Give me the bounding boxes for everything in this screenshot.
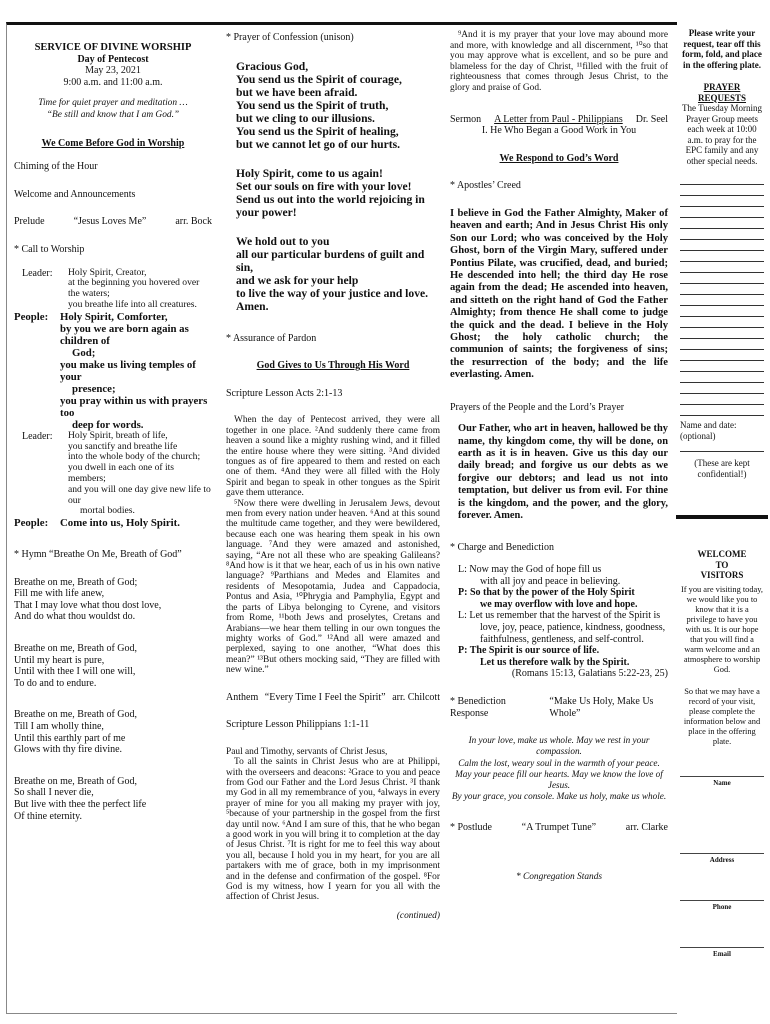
- write-line[interactable]: [680, 218, 764, 229]
- lit-line: Holy Spirit, Comforter,: [60, 310, 168, 323]
- verse-line: Breathe on me, Breath of God,: [14, 775, 138, 787]
- verse-line: Breathe on me, Breath of God,: [14, 643, 138, 655]
- write-line[interactable]: [680, 306, 764, 317]
- confession-prayer-1: [226, 60, 440, 151]
- charge-block: [450, 564, 668, 680]
- hymn-verse-3: [14, 709, 212, 755]
- acts-text-1: When the day of Pentecost arrived, they were all together in one place. ²And suddenly there came from heaven a sound like a mighty rushing wind, and it filled the entire house where they were sitting. ³And divided tongues as of fire appeared to them and rested on each one of them. ⁴And they were all filled with the Holy Spirit and began to speak in other tongues as the Spirit gave them utterance.: [226, 415, 440, 499]
- confession-prayer-2: [226, 167, 440, 219]
- verse-line: To do and to endure.: [14, 677, 97, 689]
- write-line[interactable]: [680, 251, 764, 262]
- phil-text-2: To all the saints in Christ Jesus who are at Philippi, with the overseers and deacons: ²Grace to you and peace from God our Father and the Lord Jesus Christ. ³I thank my God in all my remembrance of you, ⁴always in every prayer of mine for you all making my prayer with joy, ⁵because of your partnership in the gospel from the first day until now. ⁶And I am sure of this, that he who began a good work in you will bring it to completion at the day of Jesus Christ. ⁷It is right for me to feel this way about you all, because I hold you in my heart, for you are all partakers with me of grace, both in my imprisonment and in the defense and confirmation of the gospel. ⁸For God is my witness, how I yearn for you all with the affection of Christ Jesus.: [226, 757, 440, 903]
- congregation-stands: * Congregation Stands: [515, 872, 603, 882]
- verse-line: Fill me with life anew,: [14, 588, 105, 600]
- charge-line: L: Let us remember that the harvest of the Spirit is: [458, 610, 661, 622]
- verse-line: Till I am wholly thine,: [14, 721, 104, 733]
- anthem-label: Anthem: [226, 691, 259, 703]
- service-date: May 23, 2021: [85, 65, 141, 77]
- write-line[interactable]: [680, 240, 764, 251]
- lit-line: Holy Spirit, Creator,: [68, 266, 147, 278]
- quiet-line-2: “Be still and know that I am God.”: [46, 109, 180, 120]
- phone-field[interactable]: [680, 893, 764, 901]
- prelude-arranger: arr. Bock: [175, 216, 212, 228]
- sermon-preacher: Dr. Seel: [635, 113, 668, 125]
- write-line[interactable]: [680, 383, 764, 394]
- write-line[interactable]: [680, 317, 764, 328]
- hymn-verse-2: [14, 643, 212, 689]
- sermon-subtitle: I. He Who Began a Good Work in You: [481, 125, 637, 137]
- prayer-line: but we cannot let go of our hurts.: [236, 137, 401, 151]
- charge-line: P: So that by the power of the Holy Spirit: [458, 587, 635, 599]
- anthem-arranger: arr. Chilcott: [392, 691, 440, 703]
- creed-label: * Apostles’ Creed: [450, 180, 521, 192]
- write-line[interactable]: [680, 405, 764, 416]
- sermon-row: [450, 114, 668, 126]
- prayer-requests-heading: PRAYER REQUESTS: [697, 82, 747, 103]
- write-line[interactable]: [680, 207, 764, 218]
- lyric-line: By your grace, you console. Make us holy, make us whole.: [451, 791, 667, 802]
- call-to-worship-label: * Call to Worship: [14, 243, 85, 255]
- phil-text-cont: ⁹And it is my prayer that your love may abound more and more, with knowledge and all discernment, ¹⁰so that you may approve what is excellent, and so be pure and blameless for the day of Christ, ¹¹filled with the fruit of righteousness that comes through Jesus Christ, to the glory and praise of God.: [450, 30, 668, 93]
- charge-line: faithfulness, gentleness, and self-control.: [480, 633, 644, 645]
- postlude-row: [450, 822, 668, 834]
- lit-line: you pray within us with prayers too: [60, 394, 208, 419]
- write-line[interactable]: [680, 328, 764, 339]
- service-day: Day of Pentecost: [77, 53, 149, 65]
- verse-line: Until with thee I will one will,: [14, 666, 136, 678]
- prayers-label: Prayers of the People and the Lord’s Prayer: [450, 401, 625, 413]
- write-line[interactable]: [680, 350, 764, 361]
- charge-line: L: Now may the God of hope fill us: [458, 564, 602, 576]
- verse-line: That I may love what thou dost love,: [14, 599, 162, 611]
- lyric-line: Calm the lost, weary soul in the warmth of your peace.: [458, 757, 660, 768]
- column-4-tearoff: [680, 28, 764, 959]
- prayer-line: Holy Spirit, come to us again!: [236, 166, 383, 180]
- charge-line: P: The Spirit is our source of life.: [458, 645, 600, 657]
- prelude-title: “Jesus Loves Me”: [73, 216, 147, 228]
- write-line[interactable]: [680, 284, 764, 295]
- acts-text-2: ⁵Now there were dwelling in Jerusalem Jews, devout men from every nation under heaven. ⁶And at this sound the multitude came together, and they were bewildered, because each one was hearing them speak in his own language. ⁷And they were amazed and astonished, saying, “Are not all these who are speaking Galileans? ⁸And how is it that we hear, each of us in his own native language? ⁹Parthians and Medes and Elamites and residents of Mesopotamia, Judea and Cappadocia, Pontus and Asia, ¹⁰Phrygia and Pamphylia, Egypt and the parts of Libya belonging to Cyrene, and visitors from Rome, ¹¹both Jews and proselytes, Cretans and Arabians—we hear them telling in our own tongues the mighty works of God.” ¹²And all were amazed and perplexed, saying to one another, “What does this mean?” ¹³But others mocking said, “They are filled with new wine.”: [226, 498, 440, 676]
- continued-note: (continued): [396, 910, 440, 921]
- prayer-line: all our particular burdens of guilt and sin,: [236, 247, 425, 274]
- phone-field-label: Phone: [712, 902, 732, 911]
- column-3: [450, 30, 668, 884]
- welcome-visitors-heading: WELCOME TO VISITORS: [697, 549, 747, 580]
- chiming: Chiming of the Hour: [14, 161, 98, 173]
- benediction-label: * Benediction Response: [450, 696, 506, 719]
- section-heading-3: We Respond to God’s Word: [499, 152, 619, 164]
- write-line[interactable]: [680, 185, 764, 196]
- prayer-line: to live the way of your justice and love. Amen.: [236, 286, 429, 313]
- verse-line: So shall I never die,: [14, 787, 94, 799]
- hymn-verse-4: [14, 776, 212, 822]
- verse-line: Breathe on me, Breath of God;: [14, 576, 138, 588]
- leader-label: Leader:: [22, 430, 53, 442]
- write-line[interactable]: [680, 174, 764, 185]
- sermon-title: A Letter from Paul - Philippians: [494, 113, 623, 125]
- lit-line: by you we are born again as children of: [60, 322, 189, 347]
- lit-line: you make us living temples of your: [60, 358, 196, 383]
- lit-line: you sanctify and breathe life: [68, 440, 178, 452]
- verse-line: Until my heart is pure,: [14, 654, 105, 666]
- write-line[interactable]: [680, 394, 764, 405]
- lit-line: into the whole body of the church;: [68, 451, 201, 463]
- postlude-arranger: arr. Clarke: [625, 822, 668, 834]
- prayer-line: Gracious God,: [236, 59, 309, 73]
- section-heading-2: God Gives to Us Through His Word: [256, 360, 410, 372]
- write-line[interactable]: [680, 372, 764, 383]
- write-line[interactable]: [680, 196, 764, 207]
- address-field-label: Address: [709, 855, 735, 864]
- charge-label: * Charge and Benediction: [450, 542, 554, 554]
- prayer-line: You send us the Spirit of healing,: [236, 124, 399, 138]
- name-date-label: Name and date: (optional): [680, 420, 737, 441]
- verse-line: But live with thee the perfect life: [14, 799, 147, 810]
- write-line[interactable]: [680, 273, 764, 284]
- lit-line: God;: [72, 346, 96, 359]
- lit-line: you breathe life into all creatures.: [68, 298, 197, 310]
- welcome-announcements: Welcome and Announcements: [14, 188, 136, 200]
- assurance-label: * Assurance of Pardon: [226, 332, 317, 344]
- lit-line: mortal bodies.: [80, 505, 135, 517]
- sermon-label: Sermon: [450, 113, 482, 125]
- anthem-title: “Every Time I Feel the Spirit”: [264, 691, 386, 703]
- prayer-line: Set our souls on fire with your love!: [236, 179, 412, 193]
- hymn-verse-1: [14, 577, 212, 623]
- anthem-row: [226, 692, 440, 704]
- prayer-line: but we have been afraid.: [236, 85, 358, 99]
- charge-line: Let us therefore walk by the Spirit.: [480, 656, 630, 668]
- address-field[interactable]: [680, 846, 764, 854]
- lyric-line: In your love, make us whole. May we rest in your compassion.: [468, 735, 650, 757]
- prayer-request-lines[interactable]: [680, 174, 764, 416]
- lit-line: presence;: [72, 382, 116, 395]
- prayer-line: You send us the Spirit of truth,: [236, 98, 389, 112]
- benediction-lyrics: [450, 735, 668, 802]
- people-label: People:: [14, 310, 49, 323]
- charge-line: we may overflow with love and hope.: [480, 598, 638, 610]
- prayer-line: You send us the Spirit of courage,: [236, 72, 402, 86]
- lit-line: Holy Spirit, breath of life,: [68, 429, 168, 441]
- write-line[interactable]: [680, 295, 764, 306]
- write-line[interactable]: [680, 229, 764, 240]
- charge-reference: (Romans 15:13, Galatians 5:22-23, 25): [511, 668, 668, 680]
- lit-line: deep for words.: [72, 418, 144, 431]
- prayer-line: We hold out to you: [236, 234, 330, 248]
- leader-part-1: [14, 268, 212, 311]
- lords-prayer-text: Our Father, who art in heaven, hallowed be thy name, thy kingdom come, thy will be done, on earth as it is in heaven. Give us this day our daily bread; and forgive us our debts as we forgive our debtors; and lead us not into temptation, but deliver us from evil. For thine is the kingdom, and the power, and the glory, forever. Amen.: [458, 423, 668, 522]
- prelude-row: [14, 216, 212, 228]
- scripture-lesson-2: Scripture Lesson Philippians 1:1-11: [226, 719, 370, 731]
- name-field[interactable]: [680, 769, 764, 777]
- leader-label: Leader:: [22, 267, 53, 279]
- phil-text-1: Paul and Timothy, servants of Christ Jesus,: [226, 746, 388, 757]
- scripture-lesson-1: Scripture Lesson Acts 2:1-13: [226, 387, 343, 399]
- postlude-title: “A Trumpet Tune”: [521, 822, 597, 834]
- postlude-label: * Postlude: [450, 822, 492, 834]
- record-visit-text: So that we may have a record of your visit, please complete the information below and place in the offering plate.: [683, 686, 761, 746]
- service-times: 9:00 a.m. and 11:00 a.m.: [63, 76, 163, 88]
- lit-line: you dwell in each one of its members;: [68, 462, 175, 484]
- confidential-note: (These are kept confidential!): [694, 458, 750, 479]
- email-field[interactable]: [680, 940, 764, 948]
- hymn-label: * Hymn “Breathe On Me, Breath of God”: [14, 549, 182, 561]
- service-title: SERVICE OF DIVINE WORSHIP: [34, 42, 192, 53]
- write-line[interactable]: [680, 262, 764, 273]
- benediction-title: “Make Us Holy, Make Us Whole”: [549, 696, 654, 719]
- tearoff-intro: Please write your request, tear off this form, fold, and place in the offering plate.: [682, 28, 762, 70]
- name-field-label: Name: [713, 778, 731, 787]
- write-line[interactable]: [680, 361, 764, 372]
- name-date-line[interactable]: [680, 441, 764, 452]
- people-part-2: [14, 517, 212, 529]
- leader-part-2: [14, 431, 212, 517]
- confession-prayer-3: [226, 235, 440, 313]
- people-part-1: [14, 311, 212, 431]
- people-label: People:: [14, 517, 49, 530]
- welcome-visitors-text: If you are visiting today, we would like you to know that it is a privilege to have you with us. It is our hope that you will find a warm welcome and an atmosphere to worship God.: [680, 584, 764, 674]
- lyric-line: May your peace fill our hearts. May we know the love of Jesus.: [455, 768, 663, 790]
- column-2: [226, 32, 440, 922]
- confession-label: * Prayer of Confession (unison): [226, 32, 354, 43]
- prayer-line: but we cling to our illusions.: [236, 111, 375, 125]
- benediction-row: [450, 696, 668, 719]
- lit-line: Come into us, Holy Spirit.: [60, 517, 180, 530]
- verse-line: Until this earthly part of me: [14, 732, 126, 744]
- charge-line: love, joy, peace, patience, kindness, goodness,: [480, 622, 666, 634]
- email-field-label: Email: [713, 949, 731, 958]
- quiet-line-1: Time for quiet prayer and meditation …: [38, 98, 188, 109]
- prelude-label: Prelude: [14, 216, 45, 228]
- prayer-line: and we ask for your help: [236, 273, 359, 287]
- write-line[interactable]: [680, 339, 764, 350]
- prayer-requests-text: The Tuesday Morning Prayer Group meets each week at 10:00 a.m. to pray for the EPC family and any other special needs.: [681, 103, 762, 166]
- creed-text: I believe in God the Father Almighty, Maker of heaven and earth; And in Jesus Christ His only Son our Lord; who was conceived by the Holy Ghost, born of the Virgin Mary, suffered under Pontius Pilate, was crucified, dead, and buried; He descended into hell; the third day He rose again from the dead; He ascended into heaven, and sitteth on the right hand of God the Father Almighty; from thence He shall come to judge the quick and the dead. I believe in the Holy Ghost; the holy catholic church; the communion of saints; the forgiveness of sins; the resurrection of the body; and the life everlasting. Amen.: [450, 207, 668, 381]
- verse-line: And do what thou wouldst do.: [14, 611, 136, 623]
- charge-line: with all joy and peace in believing.: [480, 575, 621, 587]
- column-1: [14, 30, 212, 822]
- lit-line: at the beginning you hovered over the waters;: [68, 277, 200, 300]
- verse-line: Glows with thy fire divine.: [14, 744, 123, 756]
- lit-line: and you will one day give new life to our: [68, 483, 211, 506]
- verse-line: Breathe on me, Breath of God,: [14, 709, 138, 721]
- prayer-line: Send us out into the world rejoicing in your power!: [236, 192, 425, 219]
- section-heading-1: We Come Before God in Worship: [41, 137, 185, 149]
- verse-line: Of thine eternity.: [14, 810, 82, 822]
